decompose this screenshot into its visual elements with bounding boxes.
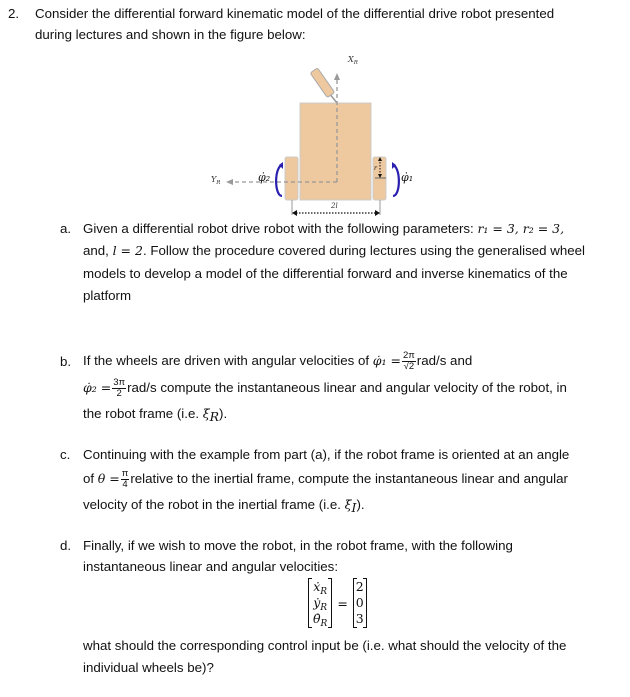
part-d-line: Finally, if we wish to move the robot, in the robot frame, with the following	[83, 538, 513, 553]
part-a-line: platform	[83, 288, 132, 303]
part-b-line	[83, 406, 228, 424]
entry: 3	[355, 611, 364, 626]
rhs-vector	[353, 578, 367, 628]
numerator: 3π	[113, 376, 126, 388]
text: If the wheels are driven with angular velocities of	[83, 353, 373, 368]
text: of	[83, 471, 98, 486]
entry: ẏ$_R$	[313, 595, 328, 613]
entry: $\thetȧ_R$	[313, 611, 328, 629]
text: . Follow the procedure covered during lectures using the generalised wheel	[142, 243, 585, 258]
lhs-vector	[308, 578, 332, 628]
y-arrowhead	[226, 179, 233, 185]
denominator: 2	[116, 387, 122, 399]
fraction	[112, 378, 126, 399]
entry: ẋ$_R$	[313, 579, 328, 597]
fraction	[121, 469, 130, 490]
math-sub: R	[209, 409, 220, 424]
x-arrowhead	[334, 73, 340, 80]
question-line: during lectures and shown in the figure below:	[35, 27, 306, 42]
part-a-line	[83, 243, 585, 258]
part-c-line	[83, 466, 568, 492]
text: relative to the inertial frame, compute the instantaneous linear and angular	[130, 471, 568, 486]
radius-label: r	[374, 165, 377, 172]
equals-sign: =	[337, 595, 348, 611]
entry: 2	[355, 579, 364, 594]
math: φ̇₂ =	[83, 380, 112, 395]
math: θ =	[97, 471, 120, 486]
part-b-line	[83, 375, 567, 401]
part-a-label: a.	[60, 221, 72, 236]
robot-body	[300, 103, 371, 200]
text: velocity of the robot in the inertial frame (i.e.	[83, 497, 345, 512]
text: rad/s and	[416, 353, 473, 368]
part-c-label: c.	[60, 447, 71, 462]
question-number: 2.	[8, 6, 20, 21]
text: ).	[356, 497, 365, 512]
x-axis-label: $X_R$	[348, 55, 358, 66]
question-line: Consider the differential forward kinematic model of the differential drive robot presented	[35, 6, 555, 21]
y-axis-label: $Y_R$	[211, 175, 221, 186]
text: rad/s compute the instantaneous linear and angular velocity of the robot, in	[127, 380, 567, 395]
fraction	[402, 351, 416, 372]
denominator: 4	[122, 478, 128, 490]
robot-figure	[0, 0, 630, 230]
left-wheel	[285, 157, 298, 200]
part-c-line	[83, 497, 365, 515]
part-c-line: Continuing with the example from part (a), if the robot frame is oriented at an angle	[83, 447, 570, 462]
math: l = 2	[112, 243, 143, 258]
phi2-label: φ̇₂	[258, 171, 271, 184]
part-d-label: d.	[60, 538, 72, 553]
text: and,	[83, 243, 113, 258]
denominator: √2	[403, 360, 415, 372]
caster-wheel	[310, 68, 337, 103]
math: ξ̇	[344, 497, 352, 512]
part-b-line	[83, 348, 472, 374]
math-sub: I	[351, 500, 357, 515]
math: ξ̇	[202, 406, 210, 421]
text: Given a differential robot drive robot with the following parameters:	[83, 221, 478, 236]
math: r₁ = 3, r₂ = 3,	[477, 221, 565, 236]
phi1-label: φ̇₁	[401, 171, 414, 184]
part-d-line: instantaneous linear and angular velocities:	[83, 559, 339, 574]
numerator: 2π	[402, 349, 415, 361]
text: the robot frame (i.e.	[83, 406, 203, 421]
text: ).	[219, 406, 228, 421]
width-label: 2l	[331, 202, 338, 210]
numerator: π	[121, 467, 129, 479]
part-b-label: b.	[60, 354, 72, 369]
entry: 0	[355, 595, 364, 610]
velocity-equation	[308, 578, 367, 628]
part-a-line	[83, 221, 564, 236]
math: φ̇₁ =	[372, 353, 401, 368]
part-d-line: individual wheels be)?	[83, 660, 214, 675]
part-d-line: what should the corresponding control input be (i.e. what should the velocity of the	[83, 638, 567, 653]
part-a-line: models to develop a model of the differential forward and inverse kinematics of the	[83, 266, 568, 281]
